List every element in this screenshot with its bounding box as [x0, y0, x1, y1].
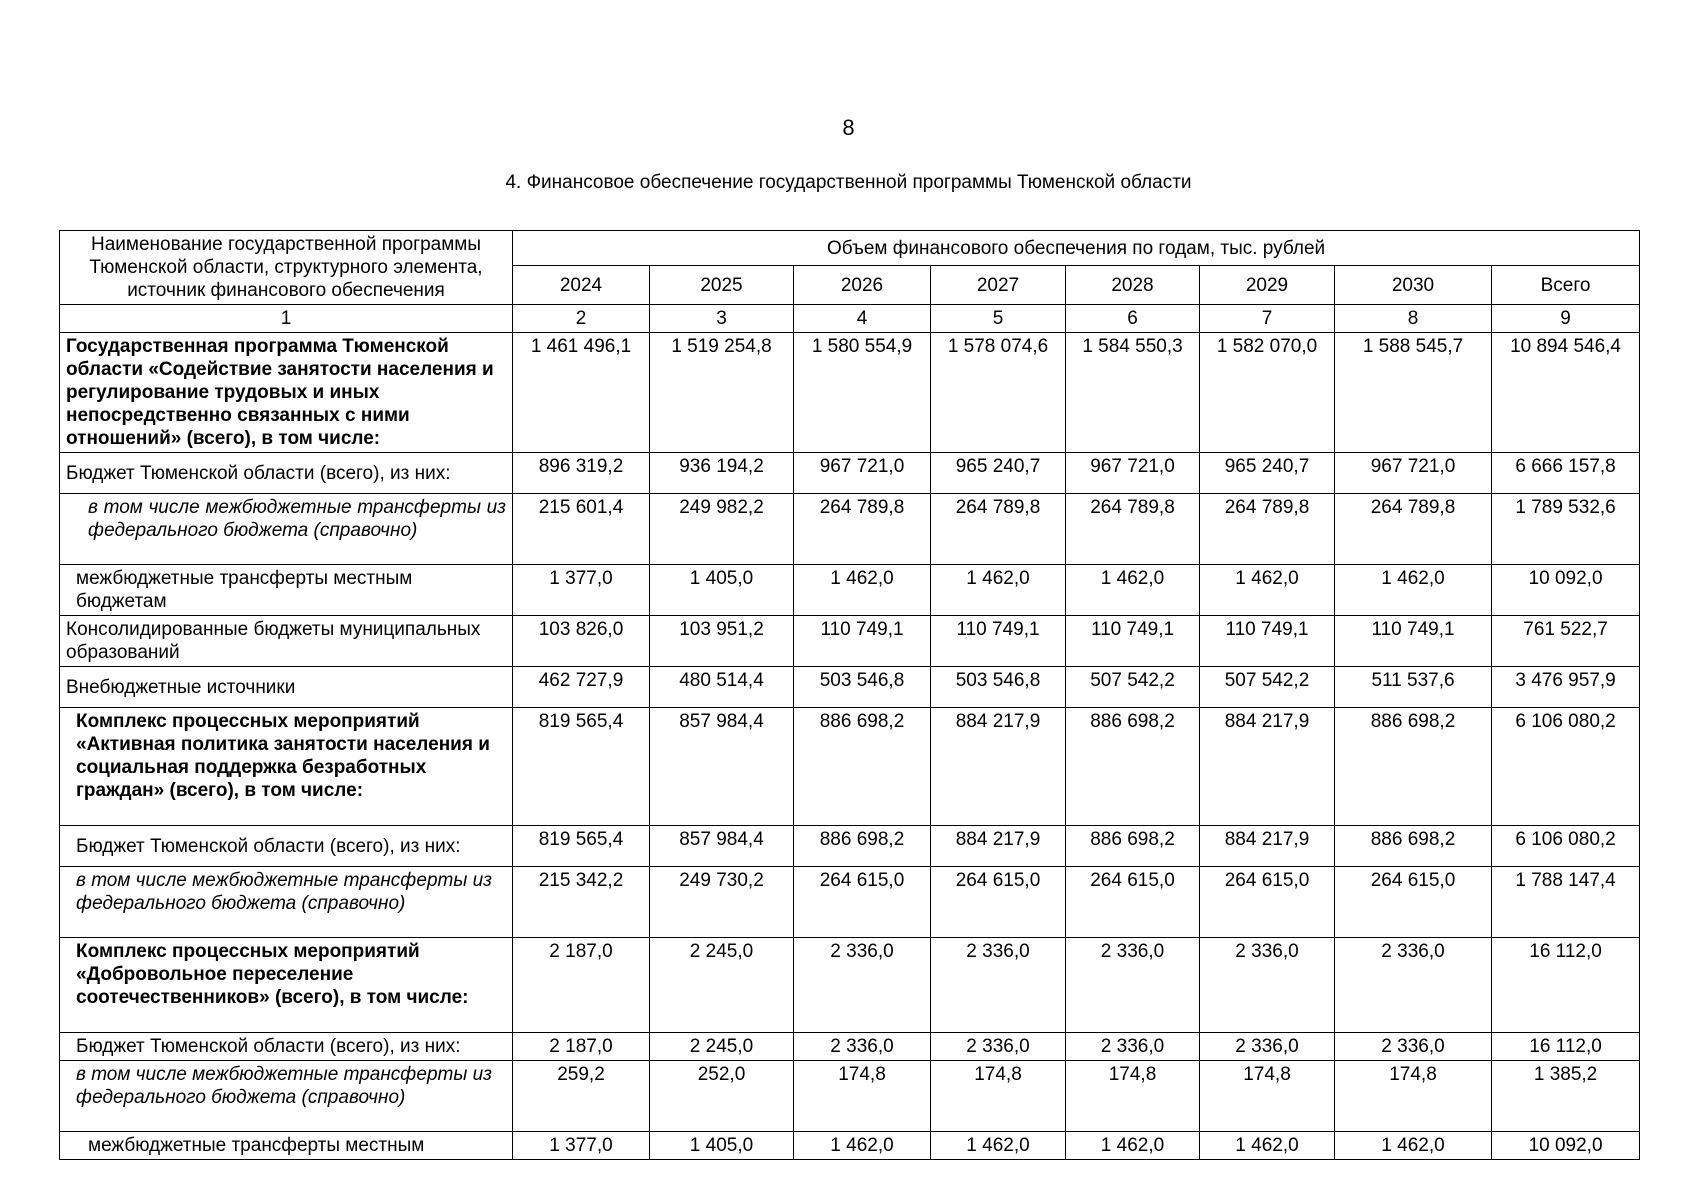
- table-row: [60, 826, 1640, 867]
- cell-value: 480 514,4: [650, 667, 794, 708]
- cell-value: 174,8: [1335, 1061, 1492, 1132]
- column-number: 4: [794, 305, 931, 333]
- cell-value: 819 565,4: [513, 826, 650, 867]
- cell-value: 103 951,2: [650, 616, 794, 667]
- cell-value: 2 336,0: [931, 1033, 1066, 1061]
- cell-value: 1 405,0: [650, 1132, 794, 1160]
- financing-table: [59, 230, 1640, 1160]
- cell-value: 264 615,0: [794, 867, 931, 938]
- row-name: Консолидированные бюджеты муниципальных образований: [60, 616, 513, 667]
- cell-value: 110 749,1: [794, 616, 931, 667]
- cell-value: 2 187,0: [513, 938, 650, 1033]
- table-row: [60, 333, 1640, 453]
- cell-value: 2 245,0: [650, 938, 794, 1033]
- cell-value: 965 240,7: [1200, 453, 1335, 494]
- cell-value: 507 542,2: [1200, 667, 1335, 708]
- cell-value: 1 462,0: [1200, 565, 1335, 616]
- column-numbers-row: [60, 305, 1640, 333]
- cell-value: 1 462,0: [1066, 565, 1200, 616]
- cell-value: 249 730,2: [650, 867, 794, 938]
- cell-value: 264 789,8: [794, 494, 931, 565]
- cell-value: 16 112,0: [1492, 938, 1640, 1033]
- column-number: 5: [931, 305, 1066, 333]
- cell-value: 1 462,0: [794, 1132, 931, 1160]
- cell-value: 110 749,1: [931, 616, 1066, 667]
- cell-value: 886 698,2: [1335, 826, 1492, 867]
- table-row: [60, 1033, 1640, 1061]
- cell-value: 761 522,7: [1492, 616, 1640, 667]
- cell-value: 252,0: [650, 1061, 794, 1132]
- cell-value: 884 217,9: [931, 708, 1066, 826]
- year-header: 2026: [794, 266, 931, 305]
- cell-value: 259,2: [513, 1061, 650, 1132]
- cell-value: 264 789,8: [1066, 494, 1200, 565]
- table-row: [60, 708, 1640, 826]
- cell-value: 2 336,0: [794, 1033, 931, 1061]
- column-number: 3: [650, 305, 794, 333]
- table-row: [60, 616, 1640, 667]
- cell-value: 249 982,2: [650, 494, 794, 565]
- cell-value: 103 826,0: [513, 616, 650, 667]
- cell-value: 2 336,0: [931, 938, 1066, 1033]
- table-row: [60, 667, 1640, 708]
- row-name: в том числе межбюджетные трансферты из федерального бюджета (справочно): [60, 867, 513, 938]
- cell-value: 1 588 545,7: [1335, 333, 1492, 453]
- cell-value: 886 698,2: [1066, 708, 1200, 826]
- cell-value: 264 615,0: [931, 867, 1066, 938]
- cell-value: 896 319,2: [513, 453, 650, 494]
- header-row: [60, 231, 1640, 266]
- cell-value: 16 112,0: [1492, 1033, 1640, 1061]
- cell-value: 110 749,1: [1066, 616, 1200, 667]
- cell-value: 503 546,8: [794, 667, 931, 708]
- column-number: 8: [1335, 305, 1492, 333]
- cell-value: 2 336,0: [1066, 1033, 1200, 1061]
- row-name: межбюджетные трансферты местным: [60, 1132, 513, 1160]
- column-number: 1: [60, 305, 513, 333]
- cell-value: 1 580 554,9: [794, 333, 931, 453]
- table-body: [60, 231, 1640, 1160]
- cell-value: 967 721,0: [794, 453, 931, 494]
- cell-value: 1 788 147,4: [1492, 867, 1640, 938]
- cell-value: 886 698,2: [794, 826, 931, 867]
- cell-value: 1 462,0: [931, 1132, 1066, 1160]
- cell-value: 886 698,2: [794, 708, 931, 826]
- page-number: 8: [842, 115, 855, 140]
- cell-value: 1 462,0: [1335, 565, 1492, 616]
- cell-value: 6 666 157,8: [1492, 453, 1640, 494]
- table-row: [60, 494, 1640, 565]
- cell-value: 507 542,2: [1066, 667, 1200, 708]
- row-name: Государственная программа Тюменской области «Содействие занятости населения и регулирование трудовых и иных непосредственно связанных с ними отношений» (всего), в том числе:: [60, 333, 513, 453]
- year-header: 2029: [1200, 266, 1335, 305]
- cell-value: 965 240,7: [931, 453, 1066, 494]
- cell-value: 462 727,9: [513, 667, 650, 708]
- row-name: Комплекс процессных мероприятий «Активная политика занятости населения и социальная поддержка безработных граждан» (всего), в том числе:: [60, 708, 513, 826]
- row-name: в том числе межбюджетные трансферты из федерального бюджета (справочно): [60, 494, 513, 565]
- row-name: Внебюджетные источники: [60, 667, 513, 708]
- cell-value: 2 336,0: [1066, 938, 1200, 1033]
- cell-value: 6 106 080,2: [1492, 708, 1640, 826]
- year-header: 2027: [931, 266, 1066, 305]
- cell-value: 1 789 532,6: [1492, 494, 1640, 565]
- cell-value: 886 698,2: [1066, 826, 1200, 867]
- year-header: 2028: [1066, 266, 1200, 305]
- cell-value: 819 565,4: [513, 708, 650, 826]
- row-name: межбюджетные трансферты местным бюджетам: [60, 565, 513, 616]
- column-number: 9: [1492, 305, 1640, 333]
- cell-value: 886 698,2: [1335, 708, 1492, 826]
- row-name: Бюджет Тюменской области (всего), из них:: [60, 826, 513, 867]
- cell-value: 967 721,0: [1066, 453, 1200, 494]
- cell-value: 1 377,0: [513, 1132, 650, 1160]
- cell-value: 857 984,4: [650, 826, 794, 867]
- cell-value: 6 106 080,2: [1492, 826, 1640, 867]
- cell-value: 1 462,0: [794, 565, 931, 616]
- section-heading: 4. Финансовое обеспечение государственной программы Тюменской области: [505, 172, 1192, 193]
- cell-value: 174,8: [1066, 1061, 1200, 1132]
- cell-value: 10 894 546,4: [1492, 333, 1640, 453]
- cell-value: 1 405,0: [650, 565, 794, 616]
- cell-value: 967 721,0: [1335, 453, 1492, 494]
- row-name: Комплекс процессных мероприятий «Добровольное переселение соотечественников» (всего), в том числе:: [60, 938, 513, 1033]
- cell-value: 1 462,0: [1335, 1132, 1492, 1160]
- table-row: [60, 867, 1640, 938]
- cell-value: 2 336,0: [1335, 1033, 1492, 1061]
- table-row: [60, 1132, 1640, 1160]
- cell-value: 1 584 550,3: [1066, 333, 1200, 453]
- cell-value: 264 789,8: [1200, 494, 1335, 565]
- column-number: 7: [1200, 305, 1335, 333]
- row-name: Бюджет Тюменской области (всего), из них:: [60, 453, 513, 494]
- cell-value: 2 336,0: [1335, 938, 1492, 1033]
- cell-value: 174,8: [794, 1061, 931, 1132]
- row-name: в том числе межбюджетные трансферты из федерального бюджета (справочно): [60, 1061, 513, 1132]
- cell-value: 884 217,9: [1200, 826, 1335, 867]
- table-row: [60, 565, 1640, 616]
- table-row: [60, 938, 1640, 1033]
- cell-value: 1 462,0: [1066, 1132, 1200, 1160]
- volume-header: Объем финансового обеспечения по годам, тыс. рублей: [513, 231, 1640, 266]
- cell-value: 174,8: [931, 1061, 1066, 1132]
- cell-value: 264 789,8: [931, 494, 1066, 565]
- cell-value: 10 092,0: [1492, 565, 1640, 616]
- cell-value: 1 377,0: [513, 565, 650, 616]
- cell-value: 215 601,4: [513, 494, 650, 565]
- cell-value: 215 342,2: [513, 867, 650, 938]
- year-header: 2025: [650, 266, 794, 305]
- table-row: [60, 1061, 1640, 1132]
- column-number: 2: [513, 305, 650, 333]
- cell-value: 2 336,0: [794, 938, 931, 1033]
- cell-value: 10 092,0: [1492, 1132, 1640, 1160]
- cell-value: 936 194,2: [650, 453, 794, 494]
- column-number: 6: [1066, 305, 1200, 333]
- cell-value: 1 461 496,1: [513, 333, 650, 453]
- name-column-header: Наименование государственной программы Тюменской области, структурного элемента, источник финансового обеспечения: [60, 231, 513, 305]
- cell-value: 884 217,9: [931, 826, 1066, 867]
- cell-value: 2 187,0: [513, 1033, 650, 1061]
- year-header: 2024: [513, 266, 650, 305]
- cell-value: 857 984,4: [650, 708, 794, 826]
- cell-value: 511 537,6: [1335, 667, 1492, 708]
- cell-value: 503 546,8: [931, 667, 1066, 708]
- cell-value: 110 749,1: [1200, 616, 1335, 667]
- cell-value: 1 385,2: [1492, 1061, 1640, 1132]
- cell-value: 1 582 070,0: [1200, 333, 1335, 453]
- cell-value: 884 217,9: [1200, 708, 1335, 826]
- cell-value: 1 462,0: [1200, 1132, 1335, 1160]
- cell-value: 1 519 254,8: [650, 333, 794, 453]
- cell-value: 2 336,0: [1200, 1033, 1335, 1061]
- cell-value: 1 462,0: [931, 565, 1066, 616]
- cell-value: 2 245,0: [650, 1033, 794, 1061]
- total-header: Всего: [1492, 266, 1640, 305]
- cell-value: 110 749,1: [1335, 616, 1492, 667]
- row-name: Бюджет Тюменской области (всего), из них:: [60, 1033, 513, 1061]
- year-header: 2030: [1335, 266, 1492, 305]
- cell-value: 264 615,0: [1200, 867, 1335, 938]
- cell-value: 174,8: [1200, 1061, 1335, 1132]
- cell-value: 1 578 074,6: [931, 333, 1066, 453]
- cell-value: 264 615,0: [1066, 867, 1200, 938]
- cell-value: 264 789,8: [1335, 494, 1492, 565]
- cell-value: 264 615,0: [1335, 867, 1492, 938]
- table-row: [60, 453, 1640, 494]
- cell-value: 2 336,0: [1200, 938, 1335, 1033]
- cell-value: 3 476 957,9: [1492, 667, 1640, 708]
